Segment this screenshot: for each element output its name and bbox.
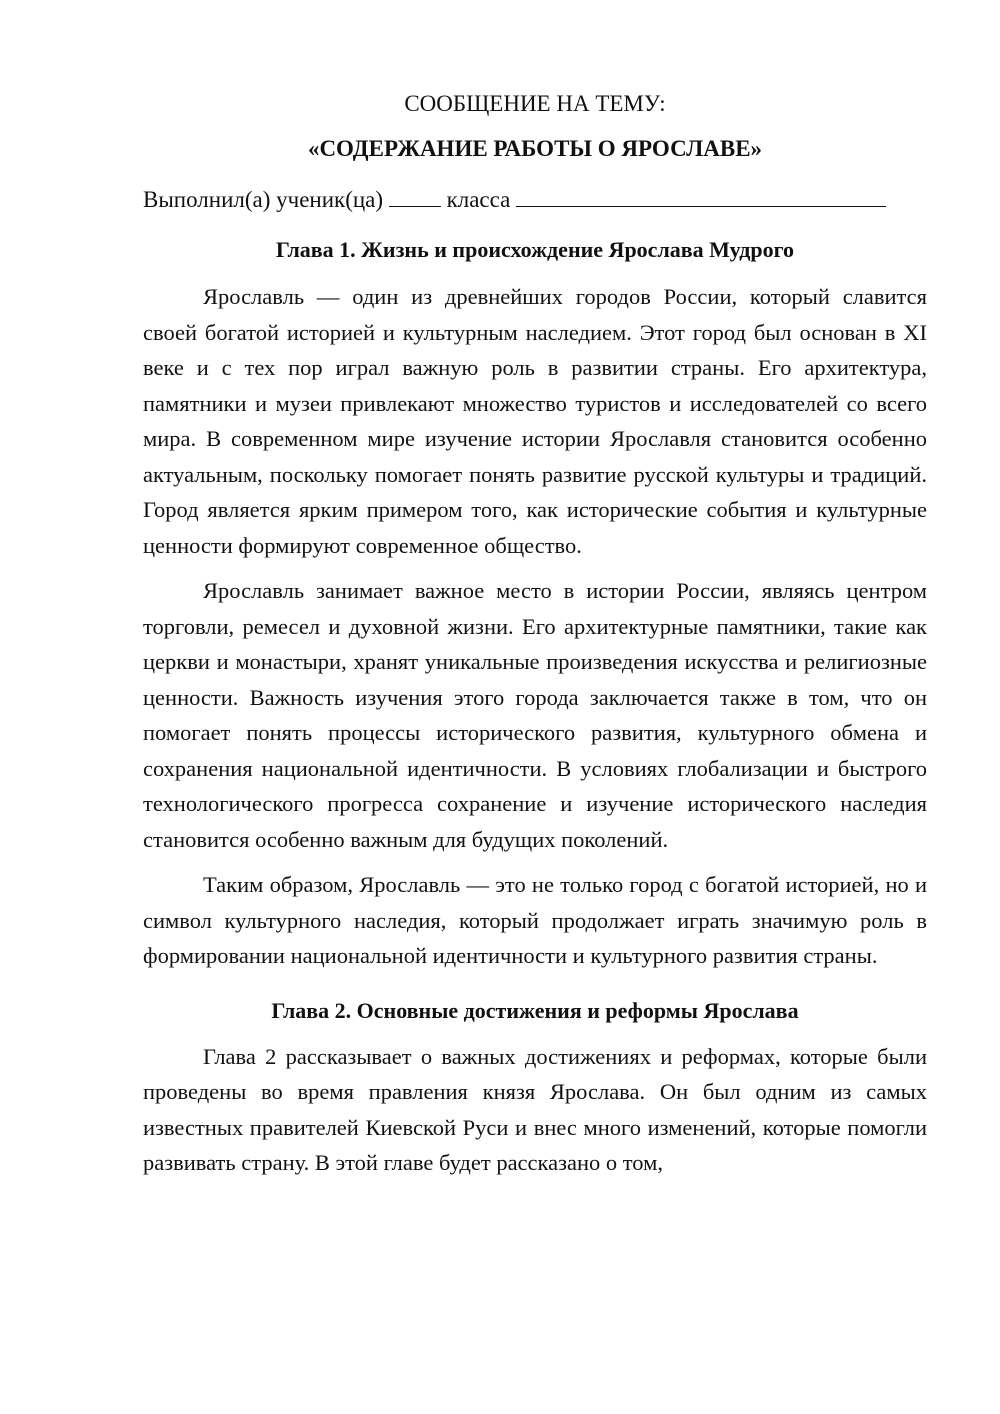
document-title-line-1: СООБЩЕНИЕ НА ТЕМУ: — [404, 91, 666, 116]
chapter-2-paragraph-1: Глава 2 рассказывает о важных достижениях и реформах, которые были проведены во время правления князя Ярослава. Он был одним из самых известных правителей Киевской Руси и внес много изменений, которые помогли развивать страну. В этой главе будет рассказано о том, — [143, 1043, 927, 1175]
chapter-1-heading: Глава 1. Жизнь и происхождение Ярослава Мудрого — [275, 237, 795, 262]
author-label: Выполнил(а) ученик(ца) — [143, 187, 384, 212]
chapter-1-paragraph-1: Ярославль — один из древнейших городов России, который славится своей богатой историей и культурным наследием. Этот город был основан в XI веке и с тех пор играл важную роль в развитии страны. Его архитектура, памятники и музеи привлекают множество туристов и исследователей со всего мира. В современном мире изучение истории Ярославля становится особенно актуальным, поскольку помогает понять развитие русской культуры и традиций. Город является ярким примером того, как исторические события и культурные ценности формируют современное общество. — [143, 284, 927, 558]
chapter-1-paragraph-3: Таким образом, Ярославль — это не только город с богатой историей, но и символ культурного наследия, который продолжает играть значимую роль в формировании национальной идентичности и культурного развития страны. — [143, 872, 927, 968]
class-label: класса — [446, 187, 511, 212]
author-name-blank[interactable] — [516, 184, 886, 207]
chapter-1-paragraph-2: Ярославль занимает важное место в истории России, являясь центром торговли, ремесел и духовной жизни. Его архитектурные памятники, такие как церкви и монастыри, хранят уникальные произведения искусства и религиозные ценности. Важность изучения этого города заключается также в том, что он помогает понять процессы исторического развития, культурного обмена и сохранения национальной идентичности. В условиях глобализации и быстрого технологического прогресса сохранение и изучение исторического наследия становится особенно важным для будущих поколений. — [143, 578, 927, 852]
document-page — [143, 90, 927, 1181]
class-number-blank[interactable] — [389, 184, 441, 207]
document-title-line-2: «СОДЕРЖАНИЕ РАБОТЫ О ЯРОСЛАВЕ» — [307, 136, 763, 161]
chapter-2-heading: Глава 2. Основные достижения и реформы Ярослава — [271, 997, 799, 1023]
author-line — [143, 184, 927, 214]
